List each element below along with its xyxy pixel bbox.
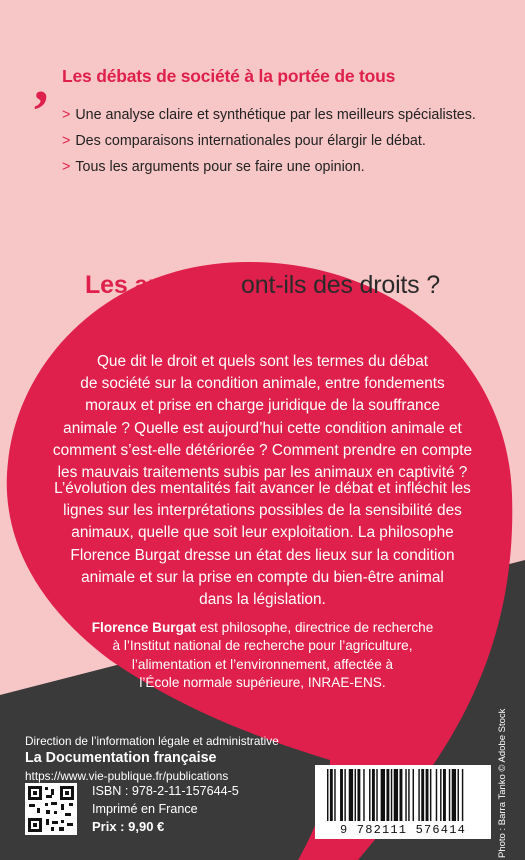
arrow-marker: >	[62, 107, 71, 123]
text-line: de société sur la condition animale, entre fondements	[80, 375, 445, 393]
publisher-block	[25, 733, 279, 784]
author-bio	[0, 619, 525, 693]
text-line: est philosophe, directrice de recherche	[195, 620, 434, 635]
text-line: Florence Burgat dresse un état des lieux sur la condition	[70, 546, 455, 564]
author-name: Florence Burgat	[91, 620, 196, 635]
text-line: l’alimentation et l’environnement, affectée à	[131, 656, 394, 672]
list-item	[62, 128, 476, 154]
book-title	[0, 271, 525, 300]
text-line: lignes sur les interprétations possibles de la sensibilité des	[63, 502, 462, 520]
list-item-text: Une analyse claire et synthétique par les meilleurs spécialistes.	[75, 107, 476, 123]
text-line: Que dit le droit et quels sont les termes du débat	[96, 353, 429, 370]
text-line: à l’Institut national de recherche pour l’agriculture,	[112, 638, 413, 654]
title-rest: ont-ils des droits ?	[234, 271, 440, 299]
title-highlight: Les animaux	[85, 271, 235, 299]
text-line: comment s’est-elle détériorée ? Comment prendre en compte	[52, 441, 473, 459]
list-item	[62, 102, 476, 128]
text-line: animale ? Quelle est aujourd’hui cette condition animale et	[63, 419, 462, 437]
photo-credit: Photo : Barra Tanko © Adobe Stock	[497, 708, 508, 858]
list-item	[62, 154, 476, 180]
quote-glyph: ,	[34, 48, 49, 113]
series-tagline: Les débats de société à la portée de tous	[62, 66, 396, 86]
isbn: ISBN : 978-2-11-157644-5	[92, 784, 239, 798]
arrow-marker: >	[62, 133, 71, 149]
barcode	[315, 765, 491, 839]
feature-list	[62, 102, 476, 180]
publisher-url[interactable]: https://www.vie-publique.fr/publications	[25, 769, 229, 783]
qr-code[interactable]	[25, 783, 77, 835]
text-line: l’École normale supérieure, INRAE-ENS.	[139, 675, 386, 691]
text-line: moraux et prise en charge juridique de la souffrance	[85, 397, 440, 415]
text-line: animale et sur la prise en compte du bien-être animal	[81, 568, 444, 586]
book-info	[92, 782, 239, 836]
summary-paragraph-2	[0, 478, 525, 611]
list-item-text: Des comparaisons internationales pour élargir le débat.	[75, 133, 426, 149]
summary-paragraph-1	[0, 351, 525, 484]
text-line: animaux, quelle que soit leur exploitation. La philosophe	[71, 524, 454, 542]
text-line: les mauvais traitements subis par les animaux en captivité ?	[57, 464, 468, 482]
text-line: dans la législation.	[199, 591, 326, 609]
printed-in: Imprimé en France	[92, 802, 198, 816]
price: Prix : 9,90 €	[92, 819, 165, 834]
arrow-marker: >	[62, 159, 71, 175]
text-line: L’évolution des mentalités fait avancer le débat et infléchit les	[54, 480, 471, 497]
list-item-text: Tous les arguments pour se faire une opinion.	[75, 159, 365, 175]
barcode-digits: 9 782111 576414	[339, 823, 467, 837]
publisher-name: La Documentation française	[25, 750, 217, 766]
publisher-direction: Direction de l’information légale et administrative	[25, 734, 279, 748]
